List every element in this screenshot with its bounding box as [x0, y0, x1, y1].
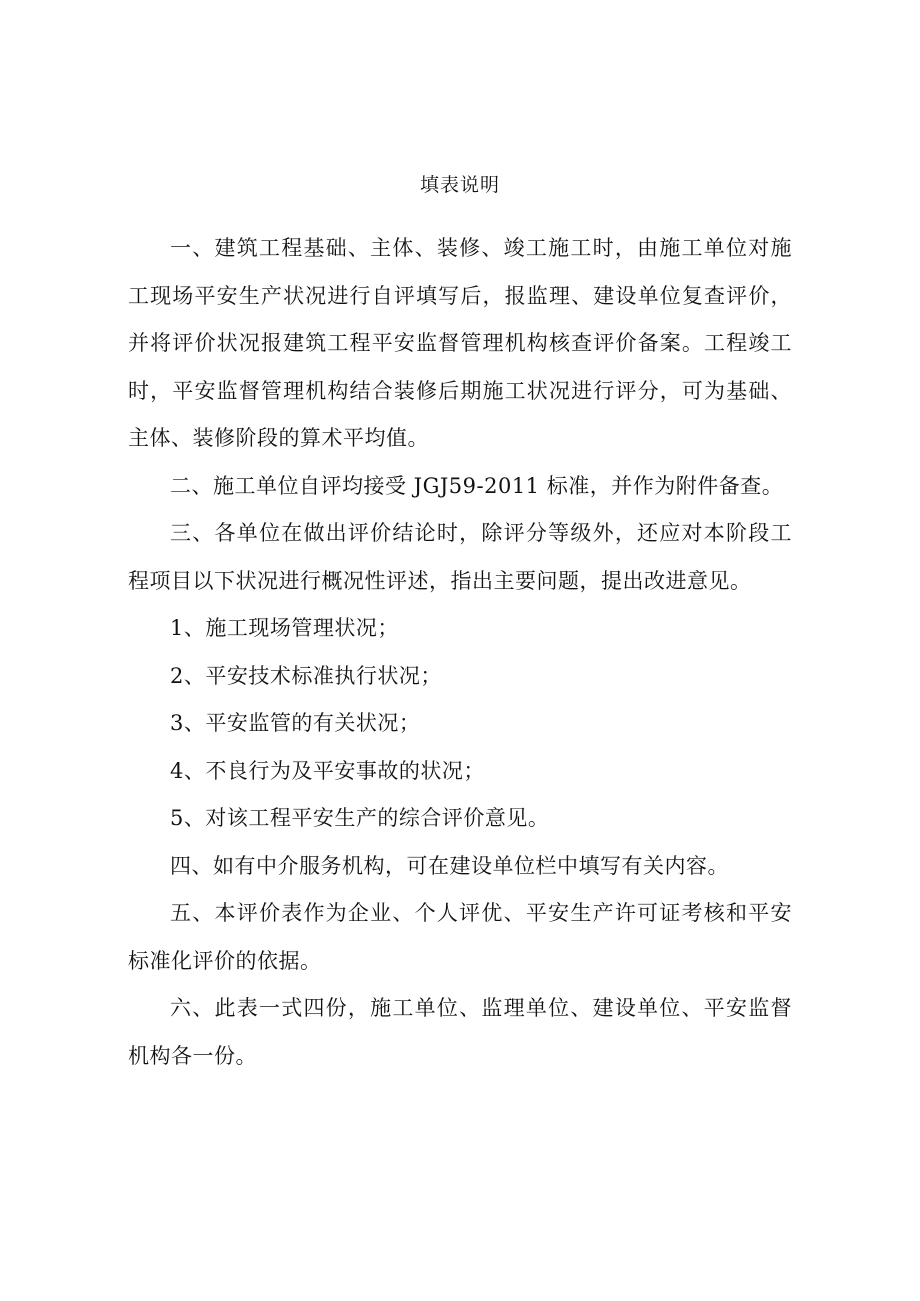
- instructions-body: [128, 225, 792, 1080]
- list-item-4: 4、不良行为及平安事故的状况；: [170, 758, 485, 783]
- list-item-2: 2、平安技术标准执行状况；: [170, 663, 442, 688]
- paragraph-4: 四、如有中介服务机构，可在建设单位栏中填写有关内容。: [170, 853, 729, 878]
- list-item-3: 3、平安监管的有关状况；: [170, 711, 421, 735]
- list-item-1: 1、施工现场管理状况；: [170, 616, 399, 640]
- list-item-5: 5、对该工程平安生产的综合评价意见。: [170, 806, 550, 830]
- paragraph-3: 三、各单位在做出评价结论时，除评分等级外，还应对本阶段工程项目以下状况进行概况性评述，指出主要问题，提出改进意见。: [128, 521, 792, 593]
- paragraph-1: 一、建筑工程基础、主体、装修、竣工施工时，由施工单位对施工现场平安生产状况进行自评填写后，报监理、建设单位复查评价，并将评价状况报建筑工程平安监督管理机构核查评价备案。工程竣工时，平安监督管理机构结合装修后期施工状况进行评分，可为基础、主体、装修阶段的算术平均值。: [128, 236, 792, 450]
- paragraph-2: 二、施工单位自评均接受 JGJ59-2011 标准，并作为附件备查。: [170, 473, 784, 498]
- paragraph-5: 五、本评价表作为企业、个人评优、平安生产许可证考核和平安标准化评价的依据。: [128, 901, 792, 973]
- paragraph-6: 六、此表一式四份，施工单位、监理单位、建设单位、平安监督机构各一份。: [128, 996, 792, 1068]
- page-title: 填表说明: [419, 174, 500, 196]
